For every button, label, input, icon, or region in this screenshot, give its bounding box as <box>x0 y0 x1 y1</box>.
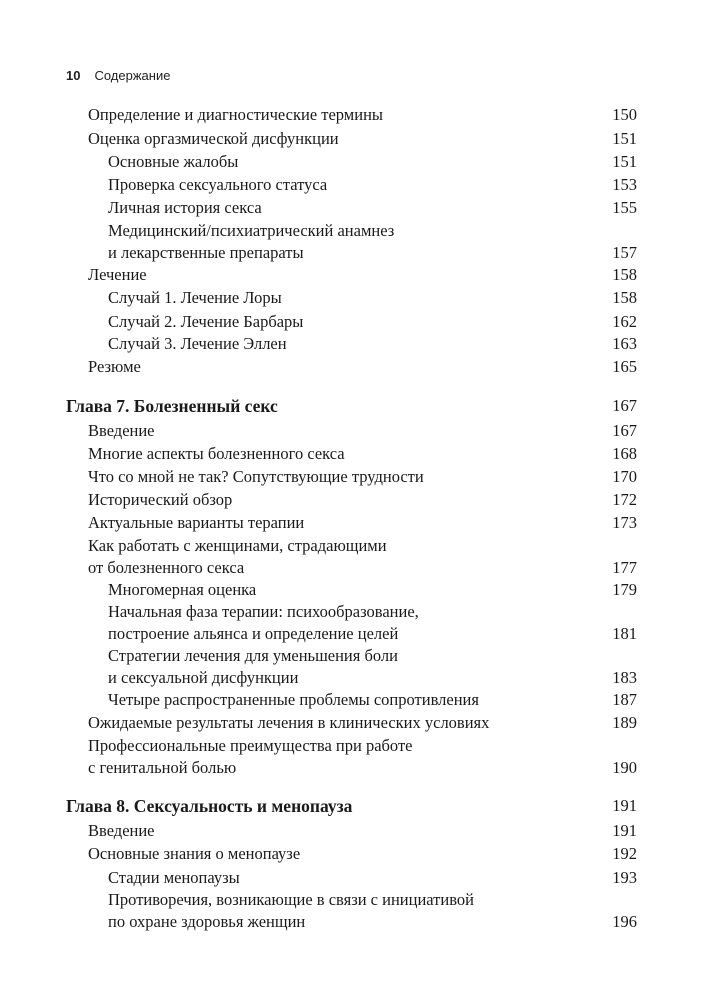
toc-entry-page: 191 <box>612 821 637 840</box>
toc-entry-page: 187 <box>612 690 637 709</box>
toc-entry-page: 158 <box>612 288 637 307</box>
toc-entry-title: Как работать с женщинами, страдающими от болезненного секса <box>88 536 387 577</box>
toc-entry-page: 172 <box>612 490 637 509</box>
toc-entry-page: 153 <box>612 175 637 194</box>
toc-entry-title: Оценка оргазмической дисфункции <box>88 129 339 148</box>
toc-entry-page: 158 <box>612 265 637 284</box>
toc-entry-page: 167 <box>612 396 637 415</box>
toc-entry-title: Резюме <box>88 357 141 376</box>
toc-entry-title: Что со мной не так? Сопутствующие трудности <box>88 467 424 486</box>
toc-entry-page: 150 <box>612 105 637 124</box>
toc-entry-title: Случай 3. Лечение Эллен <box>108 334 287 353</box>
toc-entry-title: Случай 1. Лечение Лоры <box>108 288 282 307</box>
chapter-title: Глава 8. Сексуальность и менопауза <box>66 796 353 816</box>
toc-entry-page: 155 <box>612 198 637 217</box>
toc-entry-page: 151 <box>612 129 637 148</box>
toc-entry-title: Противоречия, возникающие в связи с инициативой по охране здоровья женщин <box>108 890 474 931</box>
toc-entry-title: Определение и диагностические термины <box>88 105 383 124</box>
chapter-title: Глава 7. Болезненный секс <box>66 396 278 416</box>
toc-entry-title: Лечение <box>88 265 147 284</box>
toc-entry-title: Стратегии лечения для уменьшения боли и сексуальной дисфункции <box>108 646 398 687</box>
toc-entry-page: 177 <box>612 558 637 577</box>
toc-entry-page: 181 <box>612 624 637 643</box>
section-title: Содержание <box>94 68 171 83</box>
toc-entry-title: Ожидаемые результаты лечения в клинических условиях <box>88 713 490 732</box>
toc-entry-title: Случай 2. Лечение Барбары <box>108 312 304 331</box>
toc-entry-page: 157 <box>612 243 637 262</box>
toc-entry-page: 168 <box>612 444 637 463</box>
toc-entry-title: Актуальные варианты терапии <box>88 513 305 532</box>
toc-entry-title: Многие аспекты болезненного секса <box>88 444 345 463</box>
toc-entry-page: 189 <box>612 713 637 732</box>
toc-entry-page: 183 <box>612 668 637 687</box>
toc-entry-page: 170 <box>612 467 637 486</box>
toc-entry-title: Исторический обзор <box>88 490 233 509</box>
toc-entry-page: 191 <box>612 796 637 815</box>
toc-entry-title: Основные жалобы <box>108 152 239 171</box>
toc-entry-page: 167 <box>612 421 637 440</box>
toc-entry-page: 196 <box>612 912 637 931</box>
toc-entry-title: Профессиональные преимущества при работе с генитальной болью <box>88 736 413 777</box>
toc-entry-page: 179 <box>612 580 637 599</box>
toc-entry-title: Стадии менопаузы <box>108 868 240 887</box>
toc-entry-page: 193 <box>612 868 637 887</box>
toc-entry-title: Медицинский/психиатрический анамнез и лекарственные препараты <box>108 221 395 262</box>
toc-entry-title: Начальная фаза терапии: психообразование, построение альянса и определение целей <box>108 602 419 643</box>
toc-entry-title: Введение <box>88 421 155 440</box>
toc-entry-page: 165 <box>612 357 637 376</box>
toc-entry-page: 163 <box>612 334 637 353</box>
page-number: 10 <box>66 68 81 83</box>
toc-entry-page: 151 <box>612 152 637 171</box>
toc-entry-page: 162 <box>612 312 637 331</box>
toc-entry-page: 173 <box>612 513 637 532</box>
toc-entry-title: Многомерная оценка <box>108 580 257 599</box>
toc-entry-title: Личная история секса <box>108 198 262 217</box>
toc-entry-page: 190 <box>612 758 637 777</box>
toc-entry-title: Основные знания о менопаузе <box>88 844 301 863</box>
toc-entry-page: 192 <box>612 844 637 863</box>
toc-entry-title: Проверка сексуального статуса <box>108 175 328 194</box>
toc-entry-title: Введение <box>88 821 155 840</box>
toc-entry-title: Четыре распространенные проблемы сопротивления <box>108 690 479 709</box>
